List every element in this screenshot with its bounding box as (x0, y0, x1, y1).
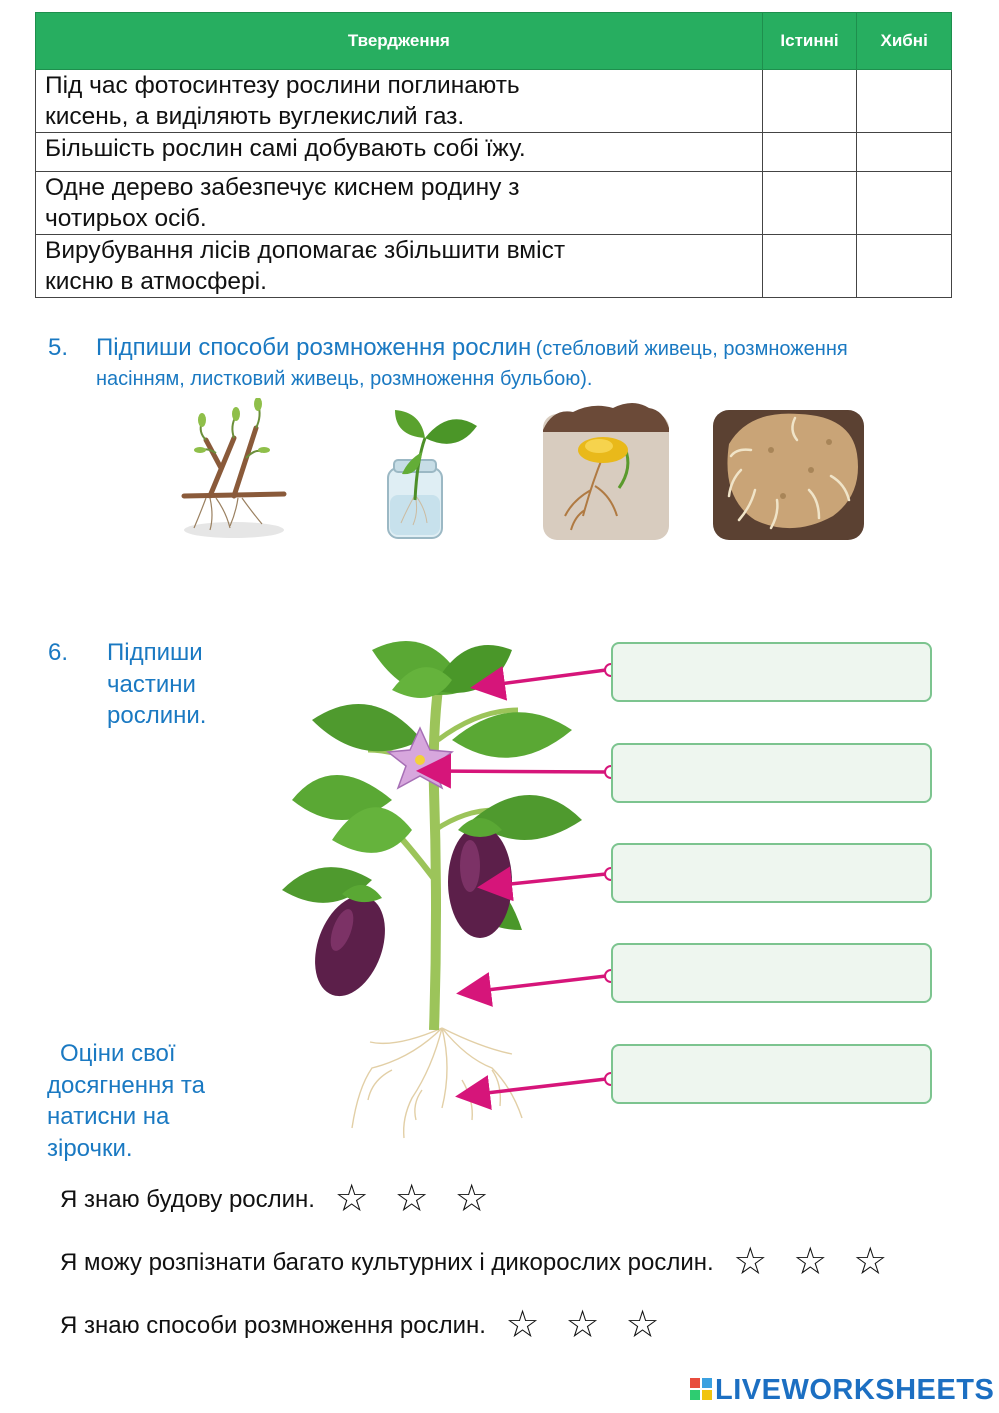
stem (434, 660, 442, 1030)
star-icon[interactable]: ☆ (625, 1304, 660, 1346)
evaluate-line: зірочки. (47, 1134, 133, 1162)
task5-instruction (96, 334, 976, 395)
table-row (36, 172, 952, 235)
statement-line: чотирьох осіб. (45, 205, 207, 232)
table-header-row (36, 13, 952, 70)
col-header-true: Істинні (762, 13, 857, 70)
statement-text: Я знаю способи розмноження рослин. (60, 1312, 486, 1339)
true-answer-cell[interactable] (762, 235, 857, 298)
statement-cell (36, 133, 763, 172)
statement-line: кисень, а виділяють вуглекислий газ. (45, 103, 465, 130)
task5-hint-line2: насінням, листковий живець, розмноження бульбою). (96, 368, 593, 390)
logo-text: LIVEWORKSHEETS (715, 1374, 995, 1406)
task6-line: рослини. (107, 702, 207, 729)
statement-line: Під час фотосинтезу рослини поглинають (45, 72, 520, 99)
true-answer-cell[interactable] (762, 172, 857, 235)
roots (352, 1028, 522, 1138)
false-answer-cell[interactable] (857, 172, 952, 235)
answer-box-root[interactable] (611, 1044, 932, 1104)
true-answer-cell[interactable] (762, 70, 857, 133)
statement-text: Я можу розпізнати багато культурних і дикорослих рослин. (60, 1249, 714, 1276)
answer-box-flower[interactable] (611, 743, 932, 803)
statement-line: Одне дерево забезпечує киснем родину з (45, 174, 520, 201)
leaf-cutting-image (382, 400, 482, 542)
true-answer-cell[interactable] (762, 133, 857, 172)
statement-line: Вирубування лісів допомагає збільшити вміст (45, 237, 566, 264)
answer-box-stem[interactable] (611, 943, 932, 1003)
statement-line: Більшість рослин самі добувають собі їжу. (45, 135, 526, 162)
star-icon[interactable]: ☆ (793, 1241, 828, 1283)
false-answer-cell[interactable] (857, 70, 952, 133)
statement-text: Я знаю будову рослин. (60, 1186, 315, 1213)
star-icon[interactable]: ☆ (334, 1178, 369, 1220)
tuber-propagation-image (711, 400, 866, 542)
evaluate-line: натисни на (47, 1103, 170, 1130)
table-row (36, 235, 952, 298)
self-assessment-row (60, 1243, 900, 1281)
statement-cell (36, 235, 763, 298)
star-icon[interactable]: ☆ (565, 1304, 600, 1346)
evaluate-instruction (47, 1038, 205, 1164)
table-row (36, 70, 952, 133)
col-header-statement: Твердження (36, 13, 763, 70)
task6-number: 6. (48, 639, 69, 666)
task6-instruction (107, 637, 206, 732)
task6-line: Підпиши (107, 639, 203, 666)
star-icon[interactable]: ☆ (853, 1241, 888, 1283)
self-assessment-row (60, 1306, 673, 1344)
logo-icon (690, 1378, 712, 1402)
task6-line: частини (107, 670, 196, 698)
task5-hint-line1: (стебловий живець, розмноження (535, 338, 848, 360)
col-header-false: Хибні (857, 13, 952, 70)
statement-cell (36, 70, 763, 133)
answer-box-fruit[interactable] (611, 843, 932, 903)
star-icon[interactable]: ☆ (733, 1241, 768, 1283)
seed-propagation-image (541, 400, 671, 542)
true-false-table (35, 12, 952, 298)
star-icon[interactable]: ☆ (394, 1178, 429, 1220)
task5-title: Підпиши способи розмноження рослин (96, 334, 532, 361)
stem-cutting-image (176, 398, 291, 543)
liveworksheets-logo[interactable] (690, 1374, 994, 1407)
self-assessment-row (60, 1180, 502, 1218)
star-icon[interactable]: ☆ (454, 1178, 489, 1220)
false-answer-cell[interactable] (857, 235, 952, 298)
statement-line: кисню в атмосфері. (45, 268, 267, 295)
star-icon[interactable]: ☆ (505, 1304, 540, 1346)
eggplant-plant-image (272, 630, 612, 1140)
evaluate-line: досягнення та (47, 1071, 205, 1099)
evaluate-line: Оціни свої (60, 1040, 176, 1067)
task5-number: 5. (48, 334, 69, 361)
table-row (36, 133, 952, 172)
answer-box-leaf[interactable] (611, 642, 932, 702)
false-answer-cell[interactable] (857, 133, 952, 172)
statement-cell (36, 172, 763, 235)
